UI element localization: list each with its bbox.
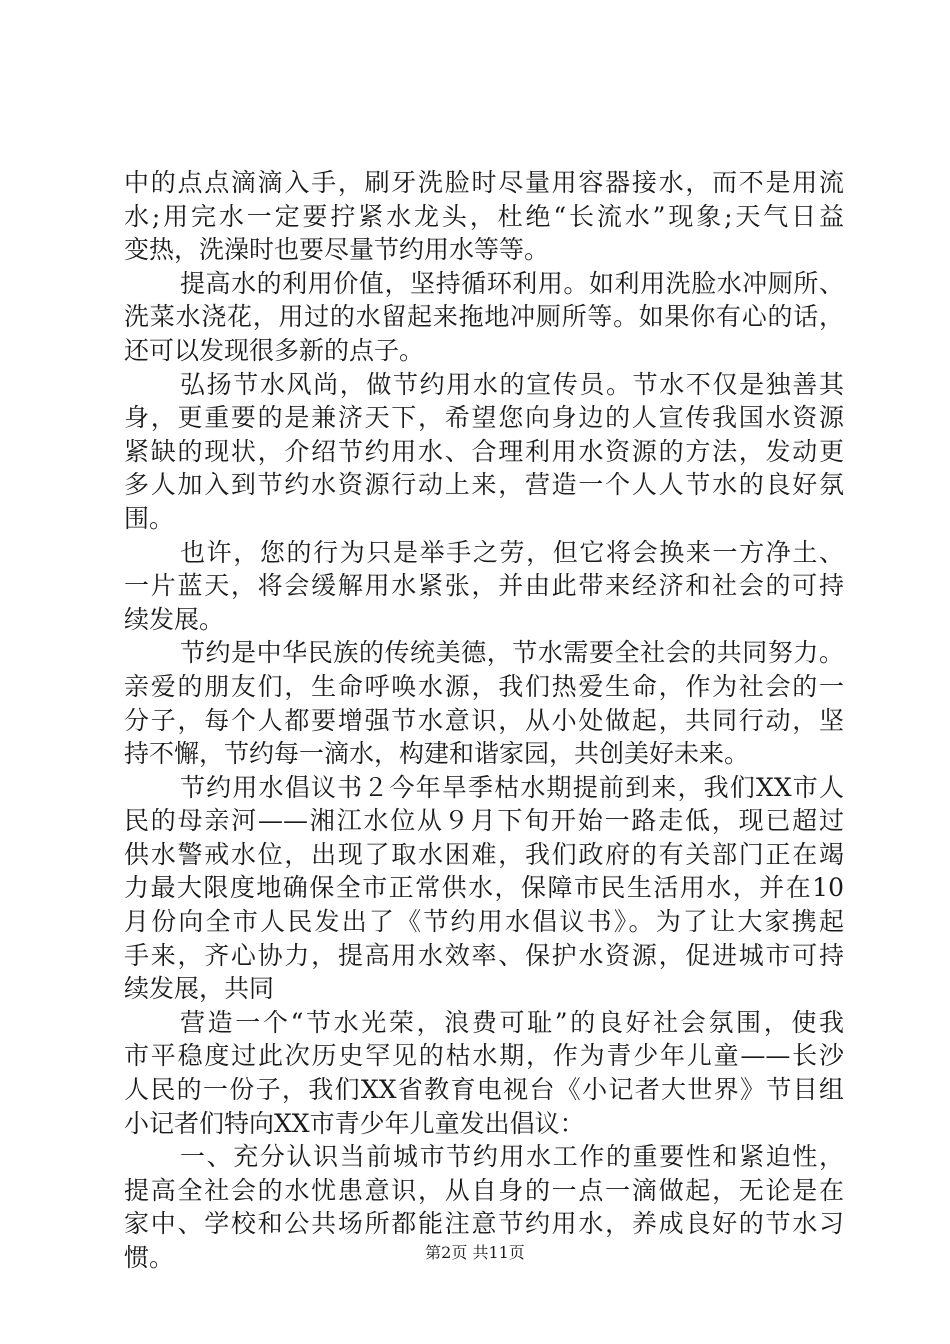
text-line: 手来，齐心协力，提高用水效率、保护水资源，促进城市可持 xyxy=(124,940,844,970)
text-line: 节约是中华民族的传统美德，节水需要全社会的共同努力。 xyxy=(180,638,844,668)
text-line: 民的母亲河——湘江水位从９月下旬开始一路走低，现已超过 xyxy=(124,806,844,836)
text-line: 持不懈，节约每一滴水，构建和谐家园，共创美好未来。 xyxy=(124,739,750,769)
text-line: 分子，每个人都要增强节水意识，从小处做起，共同行动，坚 xyxy=(124,705,844,735)
text-line: 小记者们特向XX市青少年儿童发出倡议： xyxy=(124,1108,585,1138)
text-line: 围。 xyxy=(124,503,175,533)
text-line: 亲爱的朋友们，生命呼唤水源，我们热爱生命，作为社会的一 xyxy=(124,671,844,701)
text-line: 紧缺的现状，介绍节约用水、合理利用水资源的方法，发动更 xyxy=(124,436,844,466)
text-line: 提高水的利用价值，坚持循环利用。如利用洗脸水冲厕所、 xyxy=(180,268,844,298)
text-line: 续发展。 xyxy=(124,604,225,634)
text-line: 一、充分认识当前城市节约用水工作的重要性和紧迫性， xyxy=(180,1142,844,1172)
text-line: 营造一个“节水光荣，浪费可耻”的良好社会氛围，使我 xyxy=(180,1007,844,1037)
text-line: 家中、学校和公共场所都能注意节约用水，养成良好的节水习 xyxy=(124,1209,844,1239)
text-line: 还可以发现很多新的点子。 xyxy=(124,335,425,365)
document-body xyxy=(124,166,844,1275)
text-line: 惯。 xyxy=(124,1243,175,1272)
text-line: 提高全社会的水忧患意识，从自身的一点一滴做起，无论是在 xyxy=(124,1175,844,1205)
text-line: 洗菜水浇花，用过的水留起来拖地冲厕所等。如果你有心的话， xyxy=(124,302,844,332)
text-line: 变热，洗澡时也要尽量节约用水等等。 xyxy=(124,235,550,265)
text-line: 供水警戒水位，出现了取水困难，我们政府的有关部门正在竭 xyxy=(124,839,844,869)
text-line: 人民的一份子，我们XX省教育电视台《小记者大世界》节目组 xyxy=(124,1075,844,1105)
text-line: 身，更重要的是兼济天下，希望您向身边的人宣传我国水资源 xyxy=(124,403,844,433)
text-line: 力最大限度地确保全市正常供水，保障市民生活用水，并在10 xyxy=(124,873,844,903)
text-line: 市平稳度过此次历史罕见的枯水期，作为青少年儿童——长沙 xyxy=(124,1041,844,1071)
text-line: 节约用水倡议书２今年旱季枯水期提前到来，我们XX市人 xyxy=(180,772,844,802)
text-line: 水;用完水一定要拧紧水龙头，杜绝“长流水”现象;天气日益 xyxy=(124,201,844,231)
text-line: 月份向全市人民发出了《节约用水倡议书》。为了让大家携起 xyxy=(124,907,844,937)
text-line: 一片蓝天，将会缓解用水紧张，并由此带来经济和社会的可持 xyxy=(124,571,844,601)
page-number-footer: 第2页 共11页 xyxy=(425,1243,525,1262)
text-line: 也许，您的行为只是举手之劳，但它将会换来一方净土、 xyxy=(180,537,844,567)
text-line: 中的点点滴滴入手，刷牙洗脸时尽量用容器接水，而不是用流 xyxy=(124,168,844,197)
text-line: 续发展，共同 xyxy=(124,974,275,1004)
text-line: 弘扬节水风尚，做节约用水的宣传员。节水不仅是独善其 xyxy=(180,369,844,399)
text-line: 多人加入到节约水资源行动上来，营造一个人人节水的良好氛 xyxy=(124,470,844,500)
